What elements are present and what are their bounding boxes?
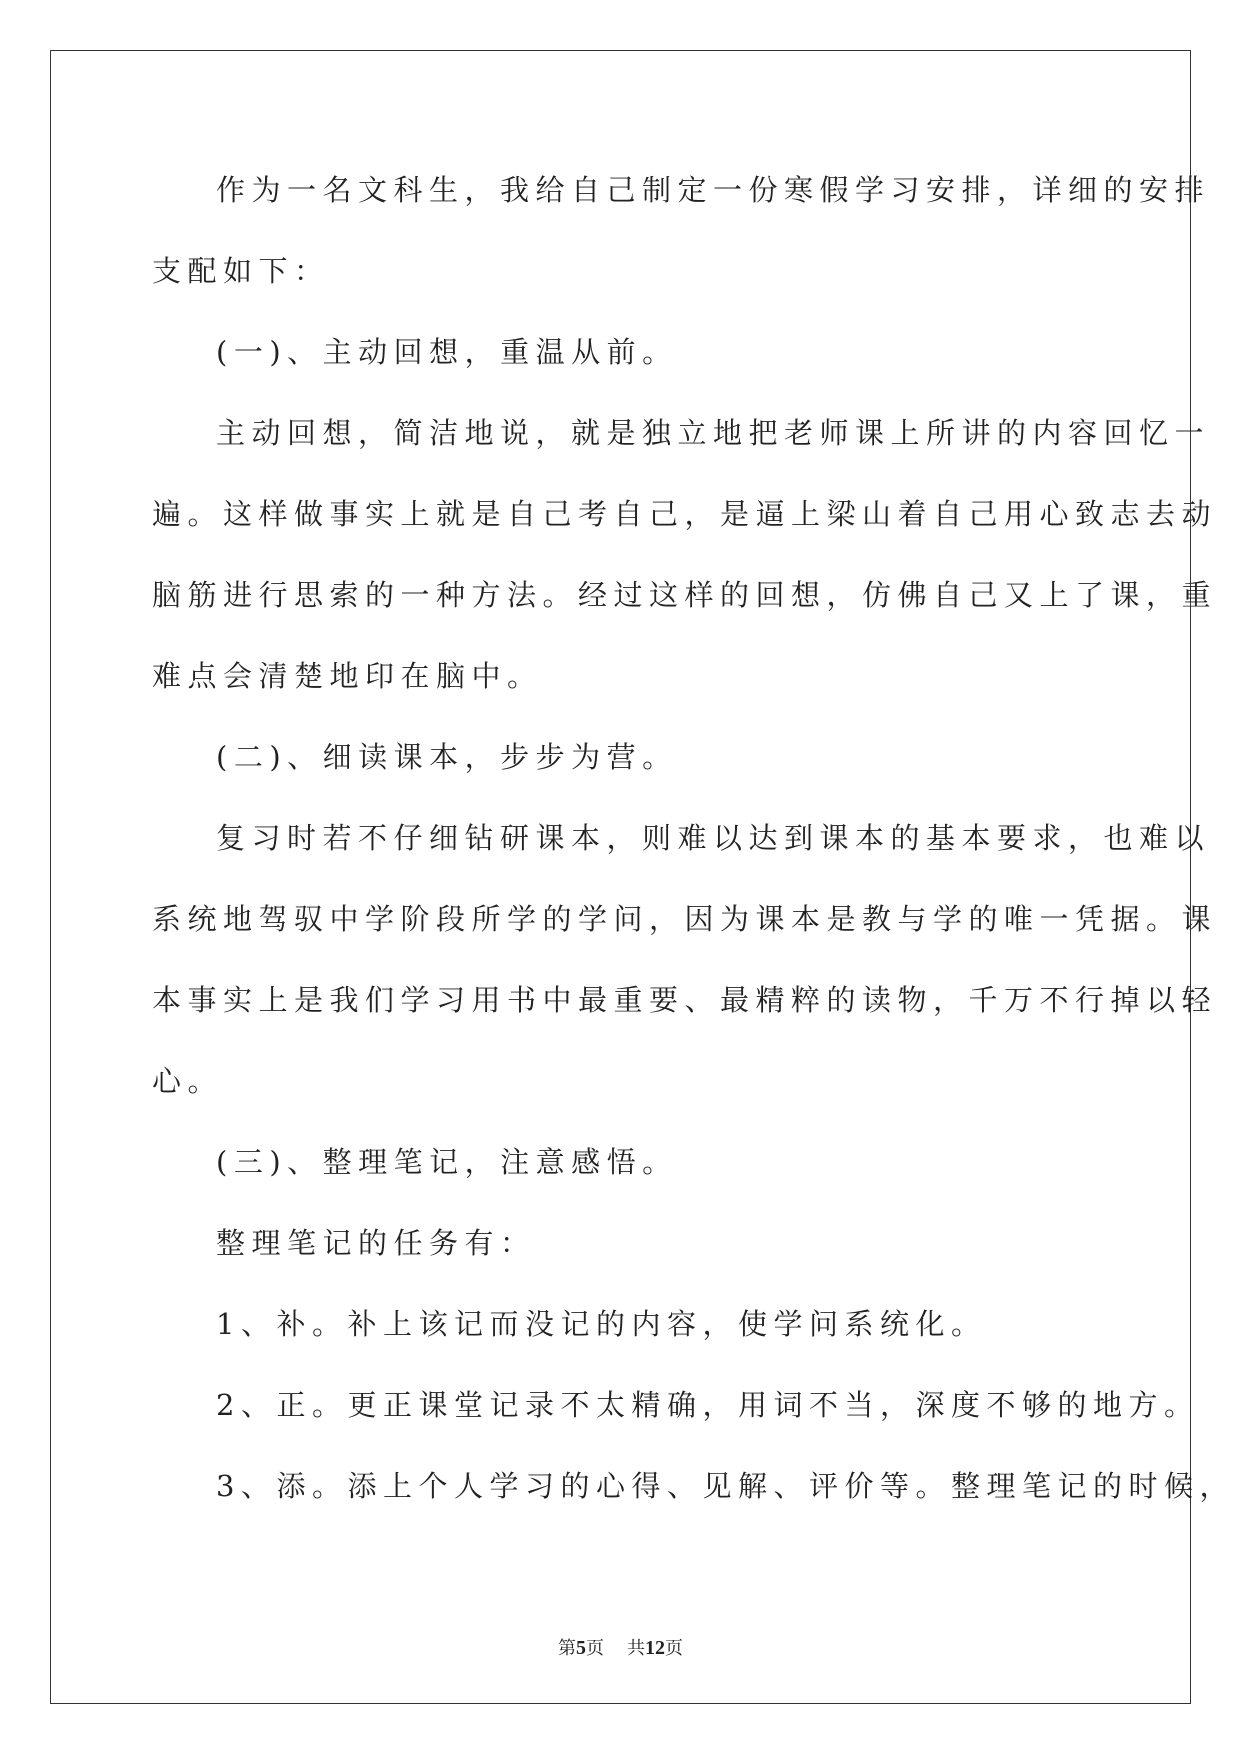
text-line: 脑筋进行思索的一种方法。经过这样的回想，仿佛自己又上了课，重 xyxy=(152,578,1218,612)
section-heading: (三)、整理笔记，注意感悟。 xyxy=(216,1145,678,1179)
list-item: 1、补。补上该记而没记的内容，使学问系统化。 xyxy=(216,1307,987,1341)
text-line: 本事实上是我们学习用书中最重要、最精粹的读物，千万不行掉以轻 xyxy=(152,983,1218,1017)
text-line: 作为一名文科生，我给自己制定一份寒假学习安排，详细的安排 xyxy=(216,173,1211,207)
page-prefix: 第 xyxy=(558,1638,577,1659)
text-line: 遍。这样做事实上就是自己考自己，是逼上梁山着自己用心致志去动 xyxy=(152,497,1218,531)
page-footer xyxy=(0,1634,1241,1660)
text-line: 难点会清楚地印在脑中。 xyxy=(152,659,543,693)
list-item: 3、添。添上个人学习的心得、见解、评价等。整理笔记的时候， xyxy=(216,1469,1235,1503)
page-suffix: 页 xyxy=(586,1638,605,1659)
page-number: 5 xyxy=(576,1637,587,1659)
text-line: 主动回想，简洁地说，就是独立地把老师课上所讲的内容回忆一 xyxy=(216,416,1211,450)
total-pages: 12 xyxy=(644,1637,665,1659)
text-line: 心。 xyxy=(152,1064,224,1098)
text-line: 系统地驾驭中学阶段所学的学问，因为课本是教与学的唯一凭据。课 xyxy=(152,902,1218,936)
total-suffix: 页 xyxy=(664,1638,683,1659)
section-heading: (一)、主动回想，重温从前。 xyxy=(216,335,678,369)
document-body xyxy=(152,150,1235,1527)
text-line: 整理笔记的任务有： xyxy=(216,1226,536,1260)
list-item: 2、正。更正课堂记录不太精确，用词不当，深度不够的地方。 xyxy=(216,1388,1200,1422)
text-line: 复习时若不仔细钻研课本，则难以达到课本的基本要求，也难以 xyxy=(216,821,1211,855)
total-prefix: 共 xyxy=(626,1638,645,1659)
text-line: 支配如下： xyxy=(152,254,330,288)
section-heading: (二)、细读课本，步步为营。 xyxy=(216,740,678,774)
